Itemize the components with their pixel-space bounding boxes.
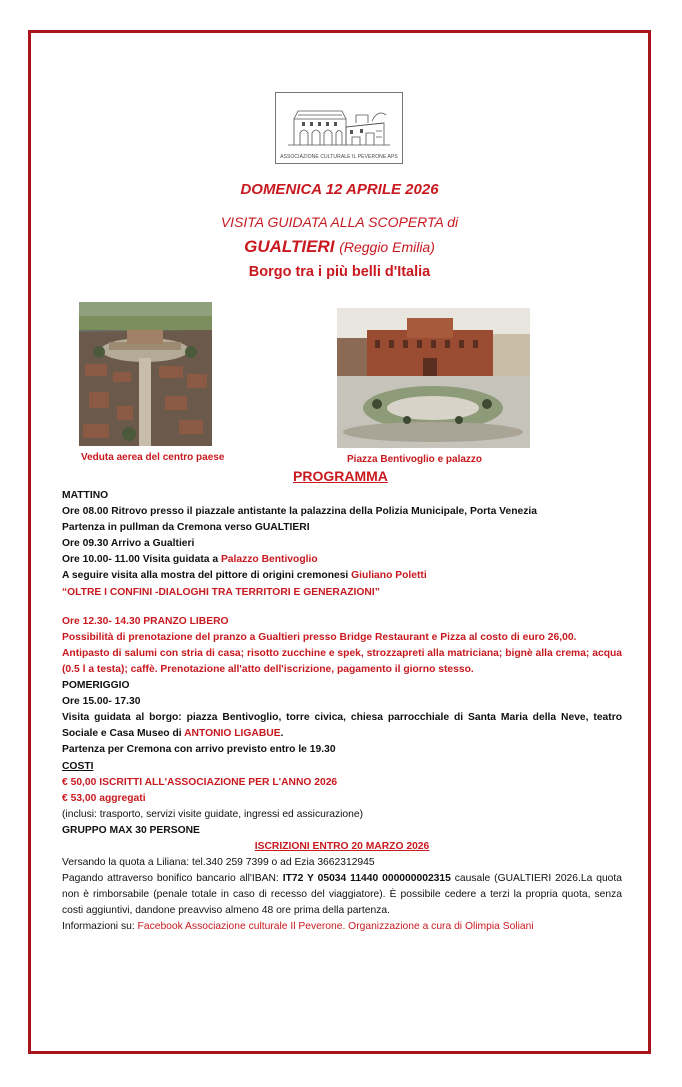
- ligabue: ANTONIO LIGABUE: [184, 728, 281, 740]
- morning-heading: MATTINO: [62, 490, 109, 501]
- lunch-menu: Antipasto di salumi con stria di casa; risotto zucchine e spek, strozzapreti alla matriciana; bignè alla crema; acqua (0.5 l a testa); caffè. Prenotazione all'atto dell'iscrizione, pagamento il giorno stesso.: [62, 647, 622, 675]
- info-label: Informazioni su:: [62, 921, 138, 933]
- building-sketch-icon: [276, 93, 402, 153]
- facebook-link[interactable]: Facebook Associazione culturale Il Peverone. Organizzazione a cura di Olimpia Soliani: [137, 921, 534, 933]
- logo-caption: ASSOCIAZIONE CULTURALE IL PEVERONE APS: [280, 154, 398, 160]
- payment-terms: causale (GUALTIERI 2026.La quota non è rimborsabile (penale totale in caso di recesso del viaggiatore). È possibile cedere a terzi la propria quota, senza costi aggiuntivi, dandone preavviso almeno 48 ore prima della partenza.: [62, 873, 622, 917]
- visit-subtitle: VISITA GUIDATA ALLA SCOPERTA di: [220, 214, 459, 230]
- aerial-photo-caption: Veduta aerea del centro paese: [81, 452, 225, 463]
- program-body: [62, 488, 622, 936]
- place-title: [28, 237, 651, 257]
- program-line: [62, 552, 622, 568]
- program-line: Partenza per Cremona con arrivo previsto entro le 19.30: [62, 744, 336, 756]
- cost-members: € 50,00 ISCRITTI ALL'ASSOCIAZIONE PER L'ANNO 2026: [62, 776, 338, 788]
- iban: IT72 Y 05034 11440 000000002315: [282, 873, 451, 885]
- payment-text: Pagando attraverso bonifico bancario all'IBAN:: [62, 873, 283, 885]
- aerial-town-photo: [79, 302, 212, 446]
- association-logo: [275, 92, 403, 164]
- lunch-heading: Ore 12.30- 14.30 PRANZO LIBERO: [62, 615, 229, 627]
- registration-deadline: ISCRIZIONI ENTRO 20 MARZO 2026: [254, 840, 430, 852]
- period: .: [280, 728, 284, 740]
- program-line-text: A seguire visita alla mostra del pittore di origini cremonesi: [62, 570, 352, 582]
- program-title: PROGRAMMA: [293, 468, 388, 484]
- place-name: GUALTIERI: [244, 237, 335, 256]
- program-line-text: Visita guidata al borgo: piazza Bentivoglio, torre civica, chiesa parrocchiale di Santa Maria della Neve, teatro Sociale e Casa Museo di: [62, 712, 622, 740]
- place-region: (Reggio Emilia): [339, 239, 435, 255]
- cost-included: (inclusi: trasporto, servizi visite guidate, ingressi ed assicurazione): [62, 808, 364, 820]
- program-line: Partenza in pullman da Cremona verso GUALTIERI: [62, 522, 310, 534]
- tagline: Borgo tra i più belli d'Italia: [248, 264, 431, 280]
- lunch-booking: Possibilità di prenotazione del pranzo a Gualtieri presso Bridge Restaurant e Pizza al costo di euro 26,00.: [62, 631, 577, 643]
- registration-payment: [62, 871, 622, 919]
- painter-name: Giuliano Poletti: [351, 570, 427, 582]
- program-line: Ore 08.00 Ritrovo presso il piazzale antistante la palazzina della Polizia Municipale, Porta Venezia: [62, 506, 537, 518]
- costs-heading: COSTI: [62, 760, 94, 772]
- group-size: GRUPPO MAX 30 PERSONE: [62, 824, 200, 836]
- afternoon-heading: POMERIGGIO: [62, 680, 130, 692]
- cost-others: € 53,00 aggregati: [62, 792, 146, 804]
- piazza-photo-caption: Piazza Bentivoglio e palazzo: [347, 454, 483, 465]
- piazza-bentivoglio-photo: [337, 308, 530, 448]
- program-line: Ore 15.00- 17.30: [62, 696, 141, 708]
- program-line: [62, 710, 622, 742]
- registration-contact: Versando la quota a Liliana: tel.340 259 7399 o ad Ezia 3662312945: [62, 857, 375, 869]
- info-line: [62, 919, 622, 935]
- event-date: DOMENICA 12 APRILE 2026: [240, 181, 439, 198]
- palazzo-bentivoglio: Palazzo Bentivoglio: [220, 554, 318, 566]
- program-line: [62, 568, 622, 584]
- spacer: [62, 601, 622, 614]
- program-line: Ore 09.30 Arrivo a Gualtieri: [62, 538, 195, 550]
- exhibition-title: “OLTRE I CONFINI -DIALOGHI TRA TERRITORI E GENERAZIONI”: [62, 586, 380, 598]
- program-line-text: Ore 10.00- 11.00 Visita guidata a: [62, 554, 221, 566]
